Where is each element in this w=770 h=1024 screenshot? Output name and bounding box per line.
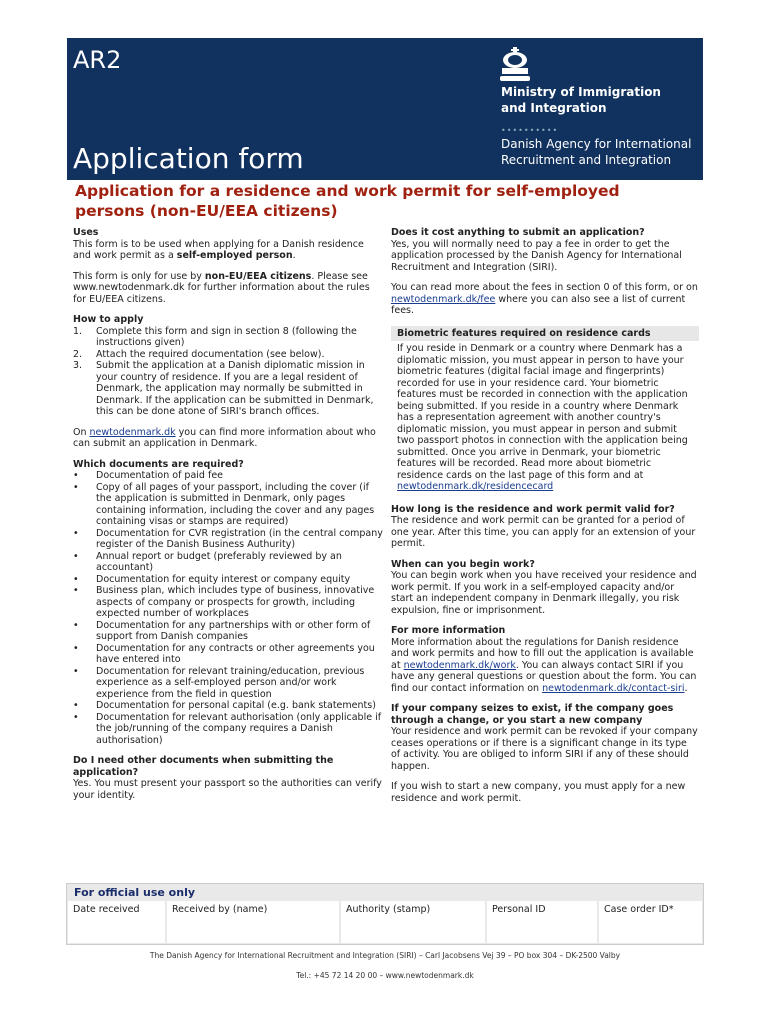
work-link[interactable]: newtodenmark.dk/work (403, 659, 516, 671)
more-info-text: More information about the regulations for Danish residence and work permits and how to fill out the application is available at newtodenmark.dk/work. You can always contact SIRI if you have any general questions or question about the form. You can find our contact information on newtodenmark.dk/contact-siri. (391, 636, 697, 694)
official-use-box (66, 883, 704, 945)
date-received-field[interactable]: Date received (68, 901, 165, 943)
list-item: • Documentation for any partnerships with or other form of support from Danish companies (73, 619, 371, 642)
footer-contact: Tel.: +45 72 14 20 00 – www.newtodenmark.dk (296, 971, 474, 980)
list-item: • Documentation for relevant authorisation (only applicable if the job/running of the company requires a Danish authorisation) (73, 711, 382, 746)
eligibility-text: This form is only for use by non-EU/EEA citizens. Please see www.newtodenmark.dk for further information about the rules for EU/EEA citizens. (73, 270, 370, 305)
fee-link[interactable]: newtodenmark.dk/fee (391, 293, 496, 305)
list-item: • Documentation for CVR registration (in the central company register of the Danish Business Authurity) (73, 527, 383, 550)
list-item: • Documentation for personal capital (e.g. bank statements) (73, 700, 376, 711)
begin-work-heading: When can you begin work? (391, 558, 535, 570)
list-item: • Documentation for any contracts or other agreements you have entered into (73, 642, 375, 665)
residencecard-link[interactable]: newtodenmark.dk/residencecard (397, 481, 554, 492)
document-title: Application for a residence and work permit for self-employed persons (non-EU/EEA citizens) (75, 182, 620, 220)
official-use-title: For official use only (74, 886, 196, 899)
list-item: • Copy of all pages of your passport, including the cover (if the application is submitted in Denmark, only pages containing information, including the cover and any pages containing visas or stamps are required) (73, 481, 375, 527)
contact-siri-link[interactable]: newtodenmark.dk/contact-siri (542, 682, 685, 694)
list-item: • Annual report or budget (preferably reviewed by an accountant) (73, 550, 342, 573)
case-order-id-field[interactable]: Case order ID* (599, 901, 702, 943)
agency-name: Danish Agency for International Recruitment and Integration (501, 137, 692, 167)
footer-address: The Danish Agency for International Recruitment and Integration (SIRI) – Carl Jacobsens Vej 39 – PO box 304 – DK-2500 Valby (149, 951, 621, 960)
received-by-field[interactable]: Received by (name) (167, 901, 339, 943)
company-change-heading: If your company seizes to exist, if the company goes through a change, or you start a new company (391, 703, 674, 726)
list-item: 2. Attach the required documentation (see below). (73, 348, 325, 360)
uses-text: This form is to be used when applying for a Danish residence and work permit as a self-employed person. (73, 238, 364, 261)
validity-heading: How long is the residence and work permit valid for? (391, 503, 675, 515)
left-column (73, 227, 383, 810)
documents-heading: Which documents are required? (73, 458, 244, 470)
list-item: • Documentation of paid fee (73, 470, 224, 481)
official-fields (68, 901, 702, 943)
more-info-heading: For more information (391, 625, 506, 636)
other-documents-text: Yes. You must present your passport so the authorities can verify your identity. (73, 778, 382, 801)
company-change-text: Your residence and work permit can be revoked if your company ceases operations or if there is a significant change in its type of activity. You are obliged to inform SIRI if any of these should happen. (391, 726, 698, 772)
list-item: • Documentation for relevant training/education, previous experience as a self-employed person and/or work experience from the field in question (73, 665, 365, 700)
documents-list (73, 470, 383, 746)
header-banner (67, 38, 703, 180)
cost-text: Yes, you will normally need to pay a fee in order to get the application processed by the Danish Agency for International Recruitment and Integration (SIRI). (391, 238, 682, 273)
other-documents-heading: Do I need other documents when submitting the application? (73, 755, 334, 778)
validity-text: The residence and work permit can be granted for a period of one year. After this time, you can apply for an extension of your permit. (391, 515, 696, 549)
biometric-text: If you reside in Denmark or a country where Denmark has a diplomatic mission, you must appear in person to have your biometric features (digital facial image and fingerprints) recorded for use in your residence card. Your biometric features must be recorded in connection with the application being submitted. If you reside in a country where Denmark has a representation agreement with another country's diplomatic mission, you must appear in person and submit two passport photos in connection with the application being submitted. Once you arrive in Denmark, your biometric features will be recorded. Read more about biometric residence cards on the last page of this form and at newtodenmark.dk/residencecard (397, 343, 688, 492)
form-title: Application form (73, 142, 304, 175)
info-paragraph: On newtodenmark.dk you can find more information about who can submit an application in Denmark. (73, 426, 376, 449)
list-item: 3. Submit the application at a Danish diplomatic mission in your country of residence. If you are a legal resident of Denmark, the application may normally be submitted in Denmark. If the application can be submitted in Denmark, this can be done atone of SIRI's branch offices. (73, 360, 374, 417)
list-item: • Documentation for equity interest or company equity (73, 573, 351, 585)
how-to-apply-list (73, 326, 383, 418)
cost-heading: Does it cost anything to submit an application? (391, 227, 645, 238)
list-item: • Business plan, which includes type of business, innovative aspects of company or prospects for growth, including expected number of workplaces (73, 585, 375, 619)
uses-heading: Uses (73, 227, 99, 238)
new-company-text: If you wish to start a new company, you must apply for a new residence and work permit. (391, 781, 686, 804)
biometric-heading: Biometric features required on residence cards (391, 326, 699, 342)
how-to-apply-heading: How to apply (73, 314, 144, 325)
form-code: AR2 (73, 46, 122, 74)
authority-stamp-field[interactable]: Authority (stamp) (341, 901, 485, 943)
ministry-name: Ministry of Immigration and Integration (501, 85, 661, 115)
crown-crest-icon (497, 46, 533, 84)
begin-work-text: You can begin work when you have received your residence and work permit. If you work in a self-employed capacity and/or start an independent company in Denmark illegally, you risk expulsion, fine or imprisonment. (391, 570, 697, 616)
right-column (391, 227, 699, 813)
personal-id-field[interactable]: Personal ID (487, 901, 597, 943)
list-item: 1. Complete this form and sign in section 8 (following the instructions given) (73, 325, 357, 348)
fees-text: You can read more about the fees in section 0 of this form, or on newtodenmark.dk/fee where you can also see a list of current fees. (391, 282, 698, 316)
divider-dots: •••••••••• (501, 126, 559, 135)
newtodenmark-link[interactable]: newtodenmark.dk (89, 426, 176, 438)
